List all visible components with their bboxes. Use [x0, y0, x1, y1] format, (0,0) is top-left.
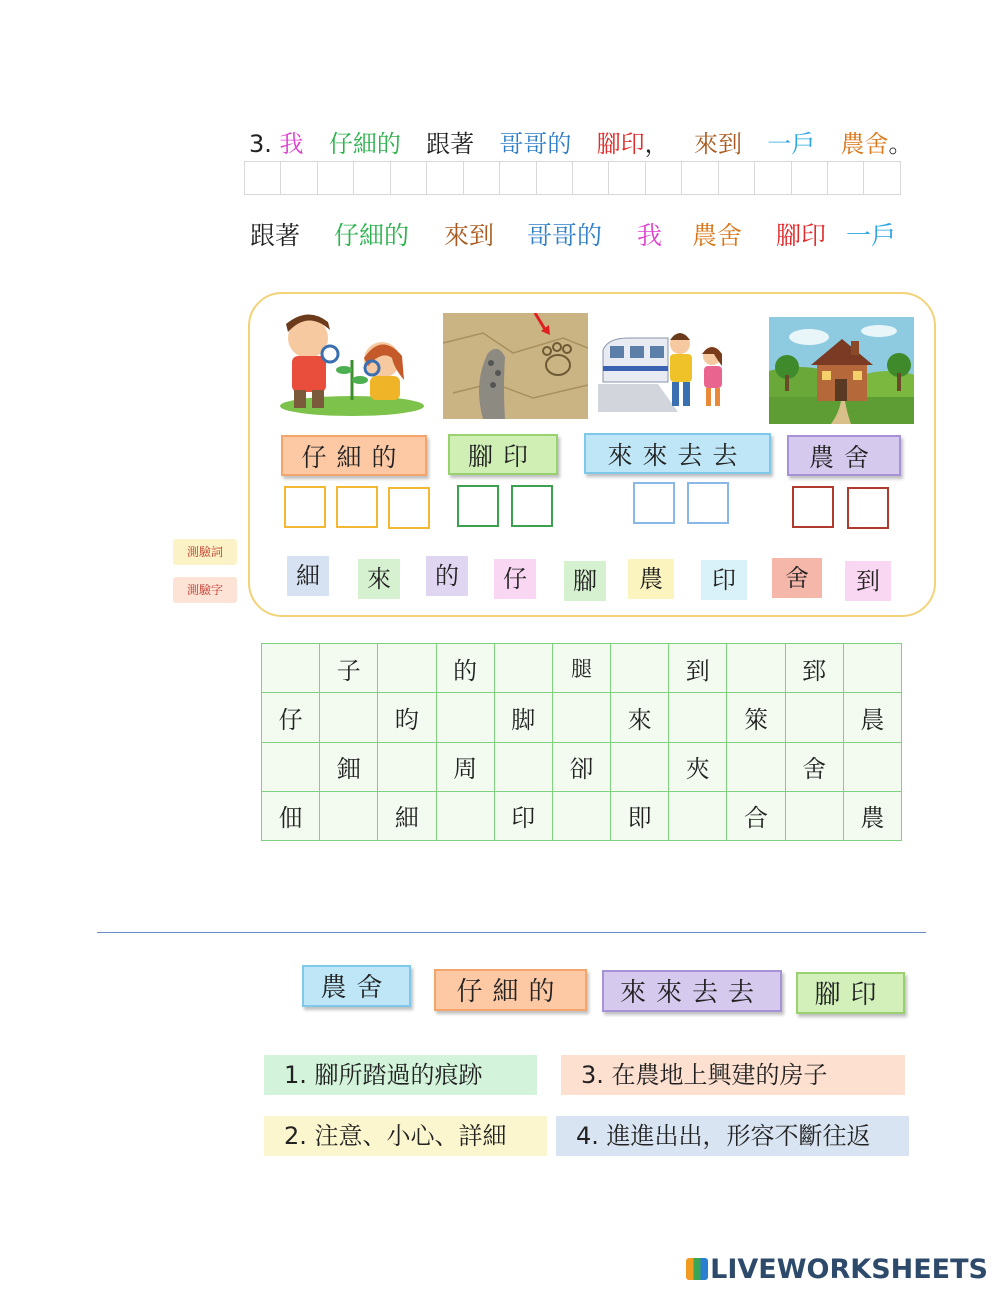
sentence-part: 跟著 [426, 130, 475, 158]
answer-blank[interactable] [646, 162, 682, 194]
grid-cell[interactable] [552, 693, 610, 742]
word-bank-item[interactable]: 腳印 [776, 221, 827, 250]
grid-cell[interactable] [552, 791, 610, 840]
grid-cell[interactable]: 腿 [552, 644, 610, 693]
word-bank-item[interactable]: 農舍 [692, 221, 743, 250]
footprint-image [443, 313, 588, 419]
grid-cell[interactable]: 晨 [843, 693, 901, 742]
answer-box[interactable] [792, 486, 834, 528]
label-footprint: 腳印 [448, 434, 558, 475]
grid-cell[interactable]: 合 [727, 791, 785, 840]
children-magnifying-glass-image [272, 310, 430, 418]
word-bank-item[interactable]: 來到 [444, 221, 495, 250]
grid-cell[interactable]: 郅 [785, 644, 843, 693]
answer-blank[interactable] [828, 162, 864, 194]
match-word-footprint[interactable]: 腳印 [796, 972, 905, 1014]
grid-cell[interactable]: 細 [378, 791, 436, 840]
grid-row [262, 644, 902, 693]
answer-blank[interactable] [792, 162, 828, 194]
grid-cell[interactable] [727, 742, 785, 791]
char-tile[interactable]: 的 [426, 556, 468, 596]
grid-cell[interactable]: 到 [669, 644, 727, 693]
char-tile[interactable]: 農 [628, 559, 674, 599]
char-tile[interactable]: 到 [845, 561, 891, 601]
sentence-part: ， [644, 130, 669, 158]
answer-blank[interactable] [755, 162, 791, 194]
grid-cell[interactable] [436, 791, 494, 840]
grid-cell[interactable] [611, 644, 669, 693]
grid-cell[interactable]: 夾 [669, 742, 727, 791]
answer-blank-row [244, 161, 901, 195]
grid-row [262, 693, 902, 742]
char-tile[interactable]: 印 [701, 560, 747, 600]
grid-cell[interactable] [378, 644, 436, 693]
liveworksheets-logo [686, 1254, 988, 1285]
grid-cell[interactable] [669, 791, 727, 840]
grid-cell[interactable] [378, 742, 436, 791]
answer-blank[interactable] [609, 162, 645, 194]
sentence-part: 我 [279, 130, 304, 158]
grid-cell[interactable]: 印 [494, 791, 552, 840]
answer-box[interactable] [687, 482, 729, 524]
grid-cell[interactable]: 卻 [552, 742, 610, 791]
grid-cell[interactable]: 來 [611, 693, 669, 742]
definition-4[interactable]: 4. 進進出出，形容不斷往返 [556, 1116, 909, 1156]
char-tile[interactable]: 舍 [772, 558, 822, 598]
answer-blank[interactable] [318, 162, 354, 194]
answer-blank[interactable] [427, 162, 463, 194]
word-bank-item[interactable]: 跟著 [250, 221, 301, 250]
answer-blank[interactable] [573, 162, 609, 194]
label-farmhouse: 農舍 [787, 435, 901, 476]
answer-blank[interactable] [464, 162, 500, 194]
grid-cell[interactable]: 子 [320, 644, 378, 693]
answer-box[interactable] [284, 486, 326, 528]
grid-cell[interactable]: 仔 [262, 693, 320, 742]
grid-cell[interactable] [262, 742, 320, 791]
answer-blank[interactable] [719, 162, 755, 194]
answer-blank[interactable] [245, 162, 281, 194]
sentence-part: 。 [888, 130, 913, 158]
answer-blank[interactable] [864, 162, 899, 194]
grid-cell[interactable] [262, 644, 320, 693]
char-tile[interactable]: 仔 [494, 559, 536, 599]
section-divider [97, 932, 926, 933]
grid-cell[interactable]: 昀 [378, 693, 436, 742]
grid-cell[interactable] [320, 693, 378, 742]
grid-row [262, 791, 902, 840]
test-word-tag[interactable]: 測驗詞 [173, 539, 237, 565]
label-careful: 仔細的 [281, 435, 427, 476]
sentence-part: 腳印 [596, 130, 645, 158]
answer-blank[interactable] [682, 162, 718, 194]
word-bank-item[interactable]: 我 [637, 221, 663, 250]
grid-cell[interactable]: 佃 [262, 791, 320, 840]
match-word-farmhouse[interactable]: 農舍 [302, 965, 411, 1007]
char-tile[interactable]: 細 [287, 556, 329, 596]
answer-blank[interactable] [537, 162, 573, 194]
sentence-part: 哥哥的 [499, 130, 572, 158]
answer-blank[interactable] [500, 162, 536, 194]
answer-box[interactable] [511, 485, 553, 527]
answer-box[interactable] [457, 485, 499, 527]
grid-cell[interactable] [494, 644, 552, 693]
word-bank-item[interactable]: 一戶 [846, 221, 897, 250]
sentence-part: 仔細的 [328, 130, 401, 158]
answer-box[interactable] [388, 487, 430, 529]
grid-cell[interactable]: 的 [436, 644, 494, 693]
word-bank-item[interactable]: 仔細的 [334, 221, 410, 250]
grid-cell[interactable]: 即 [611, 791, 669, 840]
match-word-come-and-go[interactable]: 來來去去 [602, 970, 782, 1012]
grid-cell[interactable]: 農 [843, 791, 901, 840]
grid-cell[interactable]: 箂 [727, 693, 785, 742]
grid-cell[interactable]: 周 [436, 742, 494, 791]
grid-cell[interactable] [727, 644, 785, 693]
character-grid [261, 643, 902, 841]
definition-3[interactable]: 3. 在農地上興建的房子 [561, 1055, 905, 1095]
answer-blank[interactable] [354, 162, 390, 194]
grid-cell[interactable] [669, 693, 727, 742]
logo-text: LIVEWORKSHEETS [710, 1254, 988, 1285]
grid-cell[interactable]: 舍 [785, 742, 843, 791]
definition-2[interactable]: 2. 注意、小心、詳細 [264, 1116, 547, 1156]
grid-cell[interactable] [785, 791, 843, 840]
match-word-careful[interactable]: 仔細的 [434, 969, 587, 1011]
test-char-tag[interactable]: 測驗字 [173, 577, 237, 603]
word-bank-item[interactable]: 哥哥的 [527, 221, 603, 250]
grid-cell[interactable] [611, 742, 669, 791]
grid-cell[interactable] [436, 693, 494, 742]
question-sentence [249, 124, 913, 159]
grid-cell[interactable] [785, 693, 843, 742]
grid-cell[interactable]: 鈿 [320, 742, 378, 791]
question-number: 3. [249, 130, 272, 158]
answer-blank[interactable] [391, 162, 427, 194]
grid-cell[interactable] [843, 644, 901, 693]
answer-box[interactable] [633, 482, 675, 524]
label-come-and-go: 來來去去 [584, 433, 771, 474]
grid-cell[interactable] [320, 791, 378, 840]
grid-row [262, 742, 902, 791]
answer-box[interactable] [336, 486, 378, 528]
train-station-image [598, 320, 733, 415]
grid-cell[interactable]: 脚 [494, 693, 552, 742]
grid-cell[interactable] [843, 742, 901, 791]
definition-1[interactable]: 1. 腳所踏過的痕跡 [264, 1055, 537, 1095]
sentence-part: 農舍 [840, 130, 889, 158]
answer-box[interactable] [847, 487, 889, 529]
sentence-part: 來到 [693, 130, 742, 158]
char-tile[interactable]: 來 [358, 559, 400, 599]
answer-blank[interactable] [281, 162, 317, 194]
farmhouse-image [769, 317, 914, 424]
logo-icon [686, 1258, 708, 1280]
char-tile[interactable]: 腳 [564, 561, 606, 601]
grid-cell[interactable] [494, 742, 552, 791]
sentence-part: 一戶 [767, 130, 816, 158]
